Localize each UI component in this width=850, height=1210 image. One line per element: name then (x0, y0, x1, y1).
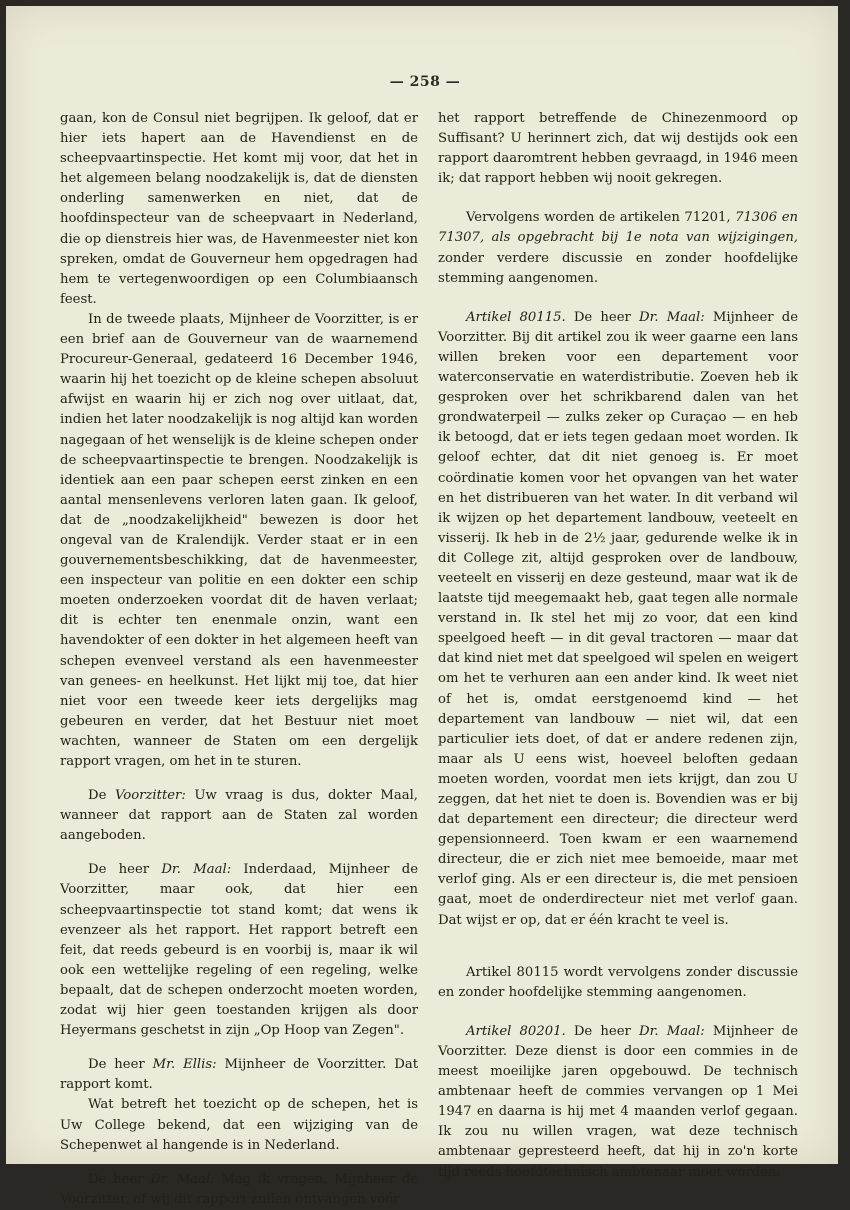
lead-text: De (88, 788, 115, 804)
lead-text: De heer (565, 309, 639, 325)
paragraph-text: Mijnheer de Voorzitter. Dat rapport komt. (60, 1057, 418, 1093)
article-heading: Artikel 80201. (466, 1023, 566, 1039)
article-reference: 71306 en 71307, als opgebracht bij 1e nota van wijzigingen, (438, 210, 798, 246)
lead-text: Vervolgens worden de artikelen 71201, (466, 210, 736, 226)
paragraph-toezicht: Wat betreft het toezicht op de schepen, het is Uw College bekend, dat een wijziging van de Schepenwet al hangende is in Nederland. (60, 1097, 418, 1153)
speaker-name: Dr. Maal: (150, 1171, 215, 1187)
speaker-name: Mr. Ellis: (152, 1057, 217, 1073)
page-number: — 258 — (389, 74, 461, 90)
paragraph-maal-1 (60, 860, 418, 1041)
paragraph-tweede-plaats: In de tweede plaats, Mijnheer de Voorzitter, is er een brief aan de Gouverneur van de waarnemend Procureur-Generaal, gedateerd 16 December 1946, waarin hij het toezicht op de kleine schepen absoluut afwijst en waarin hij er zich nog over uitlaat, dat, indien het later noodzakelijk is nog altijd kan worden nagegaan of het wenselijk is de kleine schepen onder de scheepvaartinspectie te brengen. Noodzakelijk is identiek aan een paar schepen eerst zinken en een aantal mensenlevens verloren laten gaan. Ik geloof, dat de „noodzakelijkheid" bewezen is door het ongeval van de Kralendijk. Verder staat er in een gouvernementsbeschikking, dat de havenmeester, een inspecteur van politie en een dokter een schip moeten onderzoeken voordat dit de haven verlaat; dit is echter ten enenmale onzin, want een havendokter of een dokter in het algemeen heeft van schepen evenveel verstand als een havenmeester van genees- en heelkunst. Het lijkt mij toe, dat hier niet voor een tweede keer iets dergelijks mag gebeuren en verder, dat het Bestuur niet moet wachten, wanneer de Staten om een dergelijk rapport vragen, om het in te sturen. (60, 311, 418, 769)
paragraph-text: Uw vraag is dus, dokter Maal, wanneer dat rapport aan de Staten zal worden aangeboden. (60, 788, 418, 844)
speaker-name: Dr. Maal: (161, 862, 232, 878)
paragraph-artikel-80115 (438, 308, 798, 931)
left-column (60, 109, 418, 1210)
lead-text: De heer (88, 862, 162, 878)
paragraph-text: zonder verdere discussie en zonder hoofdelijke stemming aangenomen. (438, 250, 798, 286)
paragraph-rapport-suffisant: het rapport betreffende de Chinezenmoord op Suffisant? U herinnert zich, dat wij destijds ook een rapport daaromtrent hebben gevraagd, in 1946 meen ik; dat rapport hebben wij nooit gekregen. (438, 111, 798, 187)
lead-text: De heer (88, 1057, 153, 1073)
speaker-name: Dr. Maal: (639, 1023, 705, 1039)
paragraph-ellis (60, 1055, 418, 1095)
paragraph-text: Mag ik vragen, Mijnheer de Voorzitter, of wij dit rapport zullen ontvangen vóór (60, 1171, 418, 1207)
article-heading: Artikel 80115. (466, 309, 566, 325)
paragraph-artikelen-71201 (438, 208, 798, 288)
lead-text: De heer (565, 1023, 639, 1039)
paragraph-text: Inderdaad, Mijnheer de Voorzitter, maar ook, dat hier een scheepvaartinspectie tot stand komt; dat wens ik evenzeer als het rapport. Het rapport betreft een feit, dat reeds gebeurd is en voorbij is, maar ik wil ook een wettelijke regeling of een regeling, welke bepaalt, dat de schepen onderzocht moeten worden, zodat wij hier geen toestanden krijgen als door Heyermans geschetst in zijn „Op Hoop van Zegen". (60, 862, 419, 1039)
paragraph-voorzitter (60, 786, 418, 846)
paragraph-text: Mijnheer de Voorzitter. Deze dienst is door een commies in de meest moeilijke jaren opgebouwd. De technisch ambtenaar heeft de commies vervangen op 1 Mei 1947 en daarna is hij met 4 maanden verlof gegaan. Ik zou nu willen vragen, wat deze technisch ambtenaar gepresteerd heeft, dat hij in zo'n korte tijd reeds hoofdtechnisch ambtenaar moet worden. (438, 1023, 798, 1180)
right-column (438, 109, 798, 1183)
lead-text: De heer (88, 1171, 151, 1187)
paragraph-80115-aangenomen: Artikel 80115 wordt vervolgens zonder discussie en zonder hoofdelijke stemming aangenomen. (438, 964, 798, 1000)
paragraph-artikel-80201 (438, 1022, 798, 1183)
speaker-name: Voorzitter: (114, 788, 186, 804)
paragraph-maal-2 (60, 1170, 418, 1210)
paragraph-consul: gaan, kon de Consul niet begrijpen. Ik geloof, dat er hier iets hapert aan de Havendienst en de scheepvaartinspectie. Het komt mij voor, dat het in het algemeen belang noodzakelijk is, dat de diensten onderling samenwerken en niet, dat de hoofdinspecteur van de scheepvaart in Nederland, die op dienstreis hier was, de Havenmeester niet kon spreken, omdat de Gouverneur hem opgedragen had hem te vertegenwoordigen op een Columbiaansch feest. (60, 111, 418, 307)
speaker-name: Dr. Maal: (639, 309, 705, 325)
paragraph-text: Mijnheer de Voorzitter. Bij dit artikel zou ik weer gaarne een lans willen breken voor een departement voor waterconservatie en waterdistributie. Zoeven heb ik gesproken over het schrikbarend dalen van het grondwaterpeil — zulks zeker op Curaçao — en heb ik betoogd, dat er iets tegen gedaan moet worden. Ik geloof echter, dat dit niet genoeg is. Er moet coördinatie komen voor het opvangen van het water en het distribueren van het water. In dit verband wil ik wijzen op het departement landbouw, veeteelt en visserij. Ik heb in de 2½ jaar, gedurende welke ik in dit College zit, altijd gesproken over de landbouw, veeteelt en visserij en deze gesteund, maar wat ik de laatste tijd meegemaakt heb, gaat tegen alle normale verstand in. Ik stel het mij zo voor, dat een kind speelgoed heeft — in dit geval tractoren — maar dat dat kind niet met dat speelgoed wil spelen en weigert om het te verhuren aan een ander kind. Ik weet niet of het is, omdat eerstgenoemd kind — het departement van landbouw — niet wil, dat een particulier iets doet, of dat er andere redenen zijn, maar als U eens wist, hoeveel beloften gedaan moeten worden, voordat men iets krijgt, dan zou U zeggen, dat het niet te doen is. Bovendien was er bij dat departement een directeur; die directeur werd gepensionneerd. Toen kwam er een waarnemend directeur, die er zich niet mee bemoeide, maar met verlof ging. Als er een directeur is, die met pensioen gaat, moet de onderdirecteur niet met verlof gaan. Dat wijst er op, dat er één kracht te veel is. (438, 309, 798, 928)
